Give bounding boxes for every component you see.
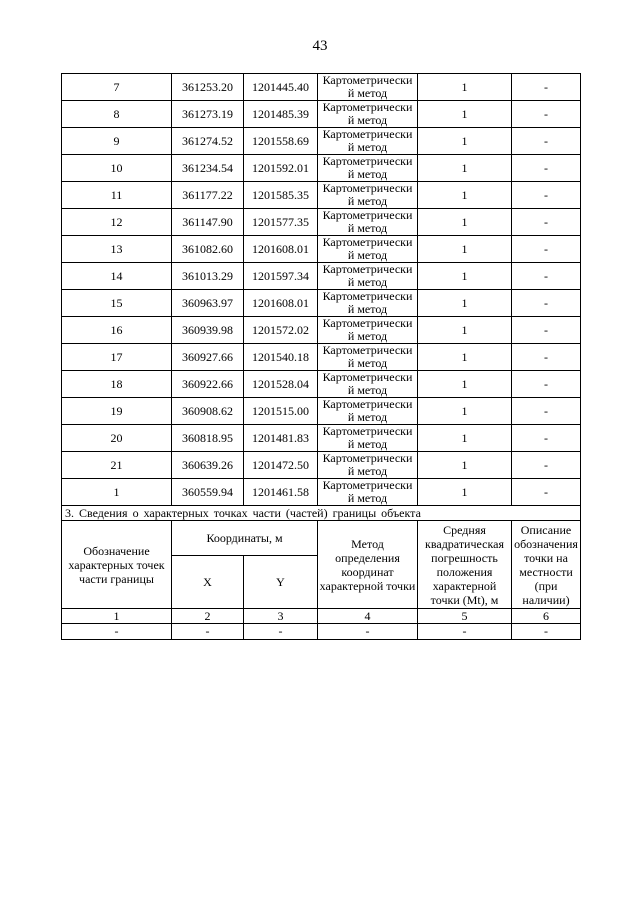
coord-x-cell: 361082.60 (172, 236, 244, 263)
method-cell (318, 236, 418, 263)
coord-x-cell: 360939.98 (172, 317, 244, 344)
method-cell (318, 74, 418, 101)
point-number-cell: 8 (62, 101, 172, 128)
boundary-points-table (61, 73, 581, 640)
point-number-cell: 19 (62, 398, 172, 425)
method-cell (318, 371, 418, 398)
method-line-1: Картометрически (322, 290, 413, 303)
method-line-1: Картометрически (322, 236, 413, 249)
point-number-cell: 7 (62, 74, 172, 101)
description-cell: - (512, 479, 581, 506)
table-row (62, 425, 581, 452)
column-number: 5 (418, 609, 512, 624)
column-numbers-row (62, 609, 581, 624)
page-number: 43 (312, 38, 328, 54)
header-coordinates: Координаты, м (172, 521, 318, 556)
method-cell (318, 263, 418, 290)
table-row (62, 263, 581, 290)
coord-x-cell: 361273.19 (172, 101, 244, 128)
table-row (62, 101, 581, 128)
method-line-1: Картометрически (322, 371, 413, 384)
column-number: 3 (244, 609, 318, 624)
header-description: Описание обозначения точки на местности (при наличии) (512, 521, 581, 609)
method-cell (318, 452, 418, 479)
description-cell: - (512, 425, 581, 452)
description-cell: - (512, 452, 581, 479)
accuracy-cell: 1 (418, 398, 512, 425)
table-row (62, 236, 581, 263)
coord-x-cell: 361147.90 (172, 209, 244, 236)
description-cell: - (512, 398, 581, 425)
table-row (62, 371, 581, 398)
method-line-2: й метод (347, 438, 388, 451)
accuracy-cell: 1 (418, 425, 512, 452)
coord-x-cell: 360818.95 (172, 425, 244, 452)
point-number-cell: 9 (62, 128, 172, 155)
point-number-cell: 13 (62, 236, 172, 263)
point-number-cell: 14 (62, 263, 172, 290)
accuracy-cell: 1 (418, 371, 512, 398)
method-line-1: Картометрически (322, 74, 413, 87)
coord-y-cell: 1201481.83 (244, 425, 318, 452)
coord-y-cell: 1201515.00 (244, 398, 318, 425)
method-cell (318, 344, 418, 371)
method-cell (318, 479, 418, 506)
method-line-1: Картометрически (322, 317, 413, 330)
coord-y-cell: 1201540.18 (244, 344, 318, 371)
description-cell: - (512, 371, 581, 398)
accuracy-cell: 1 (418, 101, 512, 128)
table-row (62, 290, 581, 317)
table-row (62, 317, 581, 344)
description-cell: - (512, 101, 581, 128)
method-cell (318, 128, 418, 155)
method-line-1: Картометрически (322, 263, 413, 276)
method-line-1: Картометрически (322, 425, 413, 438)
method-cell (318, 398, 418, 425)
method-line-2: й метод (347, 87, 388, 100)
table-row (62, 182, 581, 209)
accuracy-cell: 1 (418, 317, 512, 344)
empty-cell: - (244, 624, 318, 640)
coord-x-cell: 360908.62 (172, 398, 244, 425)
method-cell (318, 290, 418, 317)
point-number-cell: 11 (62, 182, 172, 209)
table-row (62, 209, 581, 236)
coord-y-cell: 1201608.01 (244, 236, 318, 263)
accuracy-cell: 1 (418, 209, 512, 236)
method-cell (318, 101, 418, 128)
coord-x-cell: 361274.52 (172, 128, 244, 155)
section3-title: 3. Сведения о характерных точках части (частей) границы объекта (62, 506, 581, 521)
description-cell: - (512, 182, 581, 209)
column-number: 4 (318, 609, 418, 624)
method-line-2: й метод (347, 411, 388, 424)
method-line-2: й метод (347, 384, 388, 397)
table-row (62, 479, 581, 506)
coord-y-cell: 1201597.34 (244, 263, 318, 290)
coord-y-cell: 1201577.35 (244, 209, 318, 236)
table-row (62, 155, 581, 182)
empty-cell: - (62, 624, 172, 640)
accuracy-cell: 1 (418, 128, 512, 155)
empty-cell: - (318, 624, 418, 640)
header-accuracy: Средняя квадратическая погрешность положения характерной точки (Mt), м (418, 521, 512, 609)
method-line-2: й метод (347, 357, 388, 370)
description-cell: - (512, 74, 581, 101)
empty-cell: - (418, 624, 512, 640)
accuracy-cell: 1 (418, 290, 512, 317)
point-number-cell: 10 (62, 155, 172, 182)
method-line-2: й метод (347, 492, 388, 505)
accuracy-cell: 1 (418, 155, 512, 182)
coord-y-cell: 1201592.01 (244, 155, 318, 182)
header-x: X (172, 556, 244, 609)
coord-y-cell: 1201485.39 (244, 101, 318, 128)
coord-x-cell: 360559.94 (172, 479, 244, 506)
points-rows (62, 74, 581, 506)
method-line-1: Картометрически (322, 101, 413, 114)
coord-y-cell: 1201461.58 (244, 479, 318, 506)
coord-y-cell: 1201585.35 (244, 182, 318, 209)
method-cell (318, 182, 418, 209)
coord-y-cell: 1201528.04 (244, 371, 318, 398)
header-y: Y (244, 556, 318, 609)
column-number: 6 (512, 609, 581, 624)
method-line-1: Картометрически (322, 155, 413, 168)
accuracy-cell: 1 (418, 182, 512, 209)
accuracy-cell: 1 (418, 479, 512, 506)
coord-x-cell: 361253.20 (172, 74, 244, 101)
coord-x-cell: 360927.66 (172, 344, 244, 371)
header-method: Метод определения координат характерной точки (318, 521, 418, 609)
method-line-2: й метод (347, 222, 388, 235)
section3 (62, 506, 581, 640)
method-line-2: й метод (347, 465, 388, 478)
method-line-2: й метод (347, 141, 388, 154)
empty-row (62, 624, 581, 640)
header-designation: Обозначение характерных точек части границы (62, 521, 172, 609)
description-cell: - (512, 263, 581, 290)
accuracy-cell: 1 (418, 344, 512, 371)
point-number-cell: 16 (62, 317, 172, 344)
table-row (62, 452, 581, 479)
description-cell: - (512, 128, 581, 155)
coord-x-cell: 361013.29 (172, 263, 244, 290)
method-line-1: Картометрически (322, 128, 413, 141)
table-row (62, 74, 581, 101)
accuracy-cell: 1 (418, 74, 512, 101)
coord-x-cell: 361177.22 (172, 182, 244, 209)
method-line-2: й метод (347, 330, 388, 343)
table-row (62, 128, 581, 155)
method-line-1: Картометрически (322, 398, 413, 411)
point-number-cell: 15 (62, 290, 172, 317)
description-cell: - (512, 317, 581, 344)
point-number-cell: 12 (62, 209, 172, 236)
description-cell: - (512, 209, 581, 236)
method-line-1: Картометрически (322, 452, 413, 465)
point-number-cell: 20 (62, 425, 172, 452)
table-row (62, 398, 581, 425)
coord-y-cell: 1201558.69 (244, 128, 318, 155)
coord-x-cell: 360639.26 (172, 452, 244, 479)
method-line-1: Картометрически (322, 209, 413, 222)
method-cell (318, 317, 418, 344)
coord-y-cell: 1201572.02 (244, 317, 318, 344)
point-number-cell: 1 (62, 479, 172, 506)
method-cell (318, 155, 418, 182)
method-line-2: й метод (347, 168, 388, 181)
method-line-2: й метод (347, 195, 388, 208)
method-line-2: й метод (347, 114, 388, 127)
method-line-2: й метод (347, 303, 388, 316)
description-cell: - (512, 155, 581, 182)
description-cell: - (512, 290, 581, 317)
method-line-2: й метод (347, 276, 388, 289)
column-number: 1 (62, 609, 172, 624)
description-cell: - (512, 236, 581, 263)
accuracy-cell: 1 (418, 452, 512, 479)
description-cell: - (512, 344, 581, 371)
method-line-1: Картометрически (322, 479, 413, 492)
coord-y-cell: 1201608.01 (244, 290, 318, 317)
method-line-1: Картометрически (322, 344, 413, 357)
accuracy-cell: 1 (418, 236, 512, 263)
coord-x-cell: 360963.97 (172, 290, 244, 317)
empty-cell: - (172, 624, 244, 640)
method-cell (318, 209, 418, 236)
method-line-1: Картометрически (322, 182, 413, 195)
table-row (62, 344, 581, 371)
empty-cell: - (512, 624, 581, 640)
method-cell (318, 425, 418, 452)
column-number: 2 (172, 609, 244, 624)
method-line-2: й метод (347, 249, 388, 262)
point-number-cell: 21 (62, 452, 172, 479)
coord-x-cell: 361234.54 (172, 155, 244, 182)
coord-y-cell: 1201445.40 (244, 74, 318, 101)
point-number-cell: 17 (62, 344, 172, 371)
coord-x-cell: 360922.66 (172, 371, 244, 398)
point-number-cell: 18 (62, 371, 172, 398)
coord-y-cell: 1201472.50 (244, 452, 318, 479)
accuracy-cell: 1 (418, 263, 512, 290)
